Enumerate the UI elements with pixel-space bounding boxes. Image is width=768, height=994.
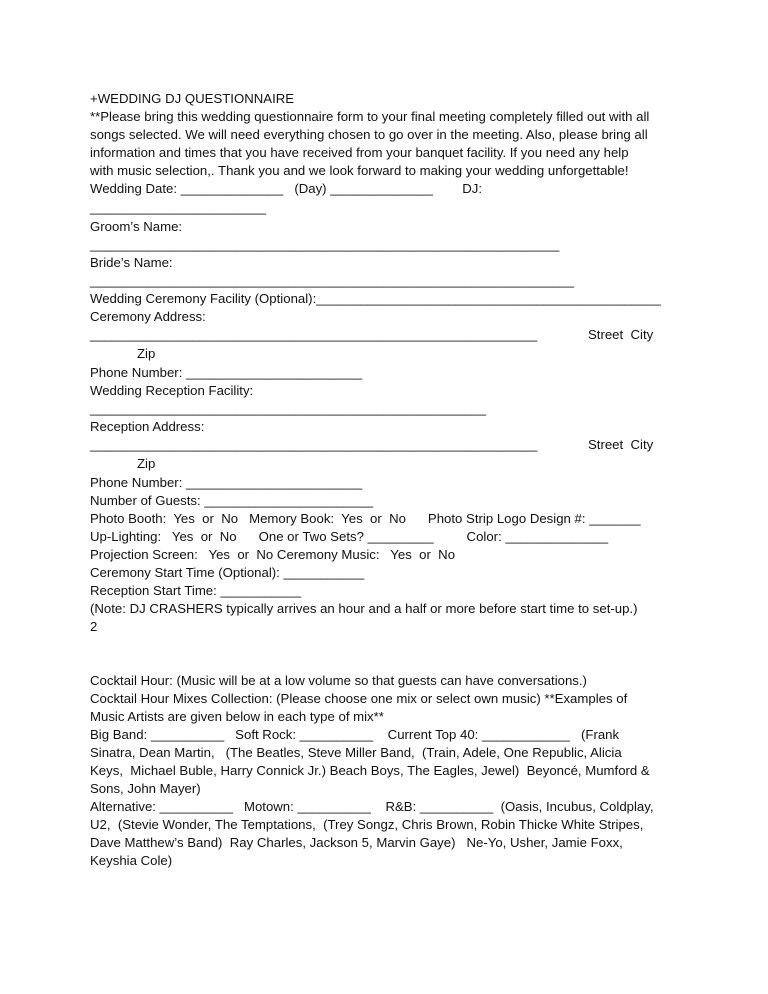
bride-name-label: Bride’s Name: bbox=[90, 255, 173, 270]
ceremony-zip-label: Zip bbox=[137, 346, 156, 361]
bride-name-blank: __________________________________________________________________ bbox=[90, 273, 575, 288]
reception-facility-blank: ______________________________________________________ bbox=[90, 401, 487, 416]
dj-field-blank: ________________________ bbox=[90, 200, 267, 215]
ceremony-address-label: Ceremony Address: bbox=[90, 309, 206, 324]
page-number: 2 bbox=[90, 619, 98, 634]
cocktail-hour-line: Cocktail Hour: (Music will be at a low volume so that guests can have conversations.) bbox=[90, 673, 587, 688]
cocktail-mixes-line: Cocktail Hour Mixes Collection: (Please choose one mix or select own music) **Examples of bbox=[90, 691, 628, 706]
mix-options-line: Dave Matthew’s Band) Ray Charles, Jackson 5, Marvin Gaye) Ne-Yo, Usher, Jamie Foxx, bbox=[90, 835, 623, 850]
ceremony-start-time-field: Ceremony Start Time (Optional): ___________ bbox=[90, 565, 365, 580]
intro-line: songs selected. We will need everything chosen to go over in the meeting. Also, please bring all bbox=[90, 127, 648, 142]
doc-title: +WEDDING DJ QUESTIONNAIRE bbox=[90, 91, 295, 106]
ceremony-street-city-labels: Street City bbox=[588, 327, 654, 342]
photo-booth-field: Photo Booth: Yes or No Memory Book: Yes or No Photo Strip Logo Design #: _______ bbox=[90, 511, 641, 526]
cocktail-mixes-line: Music Artists are given below in each type of mix** bbox=[90, 709, 384, 724]
reception-address-blank: _____________________________________________________________ bbox=[90, 437, 538, 452]
uplighting-field: Up-Lighting: Yes or No One or Two Sets? _________ Color: ______________ bbox=[90, 529, 609, 544]
mix-options-line: U2, (Stevie Wonder, The Temptations, (Trey Songz, Chris Brown, Robin Thicke White Stripes, bbox=[90, 817, 644, 832]
mix-options-line: Sinatra, Dean Martin, (The Beatles, Steve Miller Band, (Train, Adele, One Republic, Alicia bbox=[90, 745, 622, 760]
intro-line: information and times that you have received from your banquet facility. If you need any help bbox=[90, 145, 629, 160]
ceremony-address-blank: _____________________________________________________________ bbox=[90, 327, 538, 342]
groom-name-label: Groom’s Name: bbox=[90, 219, 183, 234]
reception-address-label: Reception Address: bbox=[90, 419, 205, 434]
mix-options-line: Big Band: __________ Soft Rock: __________ Current Top 40: ____________ (Frank bbox=[90, 727, 620, 742]
reception-start-time-field: Reception Start Time: ___________ bbox=[90, 583, 302, 598]
ceremony-phone-field: Phone Number: ________________________ bbox=[90, 365, 363, 380]
setup-note: (Note: DJ CRASHERS typically arrives an hour and a half or more before start time to set-up.) bbox=[90, 601, 638, 616]
reception-facility-label: Wedding Reception Facility: bbox=[90, 383, 254, 398]
mix-options-line: Keyshia Cole) bbox=[90, 853, 173, 868]
ceremony-facility-field: Wedding Ceremony Facility (Optional):_______________________________________________ bbox=[90, 291, 661, 306]
mix-options-line: Keys, Michael Buble, Harry Connick Jr.) Beach Boys, The Eagles, Jewel) Beyoncé, Mumford & bbox=[90, 763, 650, 778]
wedding-date-field: Wedding Date: ______________ (Day) ______________ DJ: bbox=[90, 181, 482, 196]
intro-line: with music selection,. Thank you and we look forward to making your wedding unforgettable! bbox=[90, 163, 629, 178]
mix-options-line: Alternative: __________ Motown: __________ R&B: __________ (Oasis, Incubus, Coldplay, bbox=[90, 799, 654, 814]
mix-options-line: Sons, John Mayer) bbox=[90, 781, 201, 796]
reception-zip-label: Zip bbox=[137, 456, 156, 471]
guests-field: Number of Guests: _______________________ bbox=[90, 493, 374, 508]
reception-street-city-labels: Street City bbox=[588, 437, 654, 452]
intro-line: **Please bring this wedding questionnaire form to your final meeting completely filled out with all bbox=[90, 109, 650, 124]
groom-name-blank: ________________________________________________________________ bbox=[90, 237, 560, 252]
projection-screen-field: Projection Screen: Yes or No Ceremony Music: Yes or No bbox=[90, 547, 456, 562]
reception-phone-field: Phone Number: ________________________ bbox=[90, 475, 363, 490]
